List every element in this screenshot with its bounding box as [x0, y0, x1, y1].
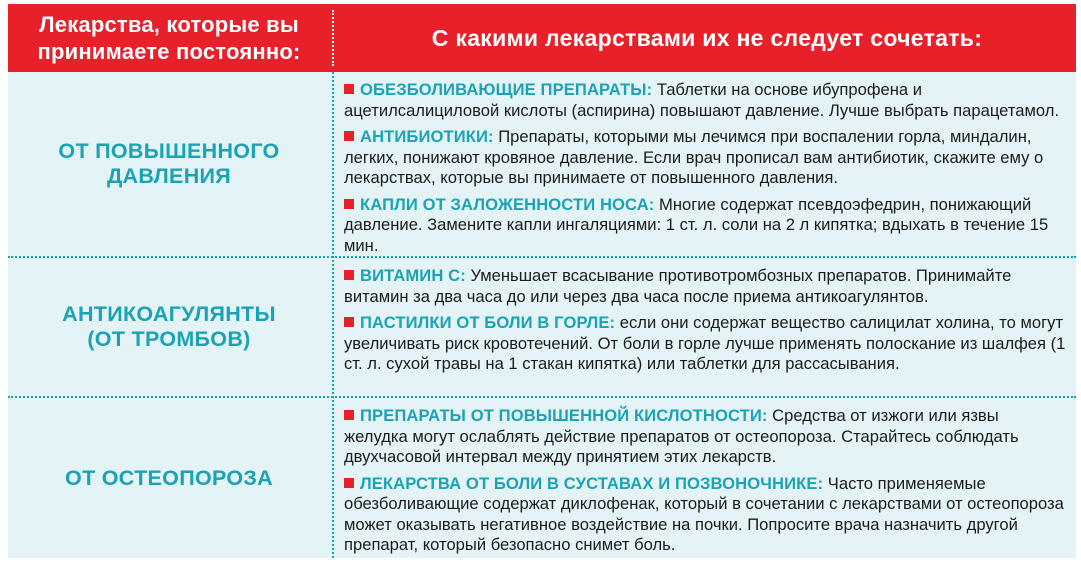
item-label: ОБЕЗБОЛИВАЮЩИЕ ПРЕПАРАТЫ:: [360, 80, 653, 99]
row-category: АНТИКОАГУЛЯНТЫ (ОТ ТРОМБОВ): [62, 302, 276, 351]
item-label: ПАСТИЛКИ ОТ БОЛИ В ГОРЛЕ:: [360, 313, 616, 332]
square-bullet-icon: [344, 84, 354, 94]
table-row: [8, 258, 1076, 396]
row-items: [344, 266, 1066, 381]
interaction-item: [344, 195, 1066, 257]
header-divider: [332, 10, 334, 66]
item-text: Многие содержат псевдоэфедрин, понижающий давление. Замените капли ингаляциями: 1 ст. л. соли на 2 л кипятка; вдыхать в течение 15 мин.: [344, 194, 1049, 255]
square-bullet-icon: [344, 131, 354, 141]
square-bullet-icon: [344, 199, 354, 209]
item-label: ЛЕКАРСТВА ОТ БОЛИ В СУСТАВАХ И ПОЗВОНОЧНИКЕ:: [360, 473, 824, 493]
item-label: ВИТАМИН С:: [360, 266, 466, 285]
item-text: Препараты, которыми мы лечимся при воспалении горла, миндалин, легких, понижают кровяное давление. Если врач прописал вам антибиотик, скажите ему о лекарствах, которые вы принимаете от повышенного давления.: [344, 127, 1044, 187]
row-items: [344, 80, 1066, 262]
interaction-item: [344, 127, 1066, 189]
table-body: [8, 72, 1076, 558]
interaction-item: [344, 313, 1066, 375]
item-label: КАПЛИ ОТ ЗАЛОЖЕННОСТИ НОСА:: [360, 194, 655, 214]
item-label: ПРЕПАРАТЫ ОТ ПОВЫШЕННОЙ КИСЛОТНОСТИ:: [360, 406, 768, 425]
interaction-item: [344, 474, 1066, 556]
square-bullet-icon: [344, 317, 354, 327]
square-bullet-icon: [344, 478, 354, 488]
interaction-item: [344, 406, 1066, 468]
table-header: [8, 4, 1076, 72]
item-text: если они содержат вещество салицилат холина, то могут увеличивать риск кровотечений. От боли в горле лучше применять полоскание из шалфея (1 ст. л. сухой травы на 1 стакан кипятка) или таблетки для рассасывания.: [344, 313, 1066, 373]
header-current-drugs: Лекарства, которые вы принимаете постоянно:: [37, 12, 301, 64]
table-row: [8, 72, 1076, 256]
table-row: [8, 398, 1076, 558]
row-category: ОТ ОСТЕОПОРОЗА: [65, 465, 273, 490]
interaction-item: [344, 80, 1066, 121]
header-incompatible-drugs: С какими лекарствами их не следует сочетать:: [431, 24, 983, 51]
item-text: Часто применяемые обезболивающие содержат диклофенак, который в сочетании с лекарствами от остеопороза может оказывать негативное воздействие на почки. Попросите врача назначить другой препарат, который безопасно снимет боль.: [344, 473, 1064, 554]
item-text: Средства от изжоги или язвы желудка могут ослаблять действие препаратов от остеопороза. Старайтесь соблюдать двухчасовой интервал между принятием этих лекарств.: [344, 406, 1019, 466]
square-bullet-icon: [344, 410, 354, 420]
row-items: [344, 406, 1066, 562]
square-bullet-icon: [344, 270, 354, 280]
item-label: АНТИБИОТИКИ:: [360, 127, 494, 146]
item-text: Уменьшает всасывание противотромбозных препаратов. Принимайте витамин за два часа до или через два часа после приема антикоагулянтов.: [344, 266, 1012, 306]
row-category: ОТ ПОВЫШЕННОГО ДАВЛЕНИЯ: [58, 139, 280, 188]
drug-interaction-table: [8, 4, 1076, 558]
item-text: Таблетки на основе ибупрофена и ацетилсалициловой кислоты (аспирина) повышают давление. Лучше выбрать парацетамол.: [344, 80, 1060, 120]
interaction-item: [344, 266, 1066, 307]
